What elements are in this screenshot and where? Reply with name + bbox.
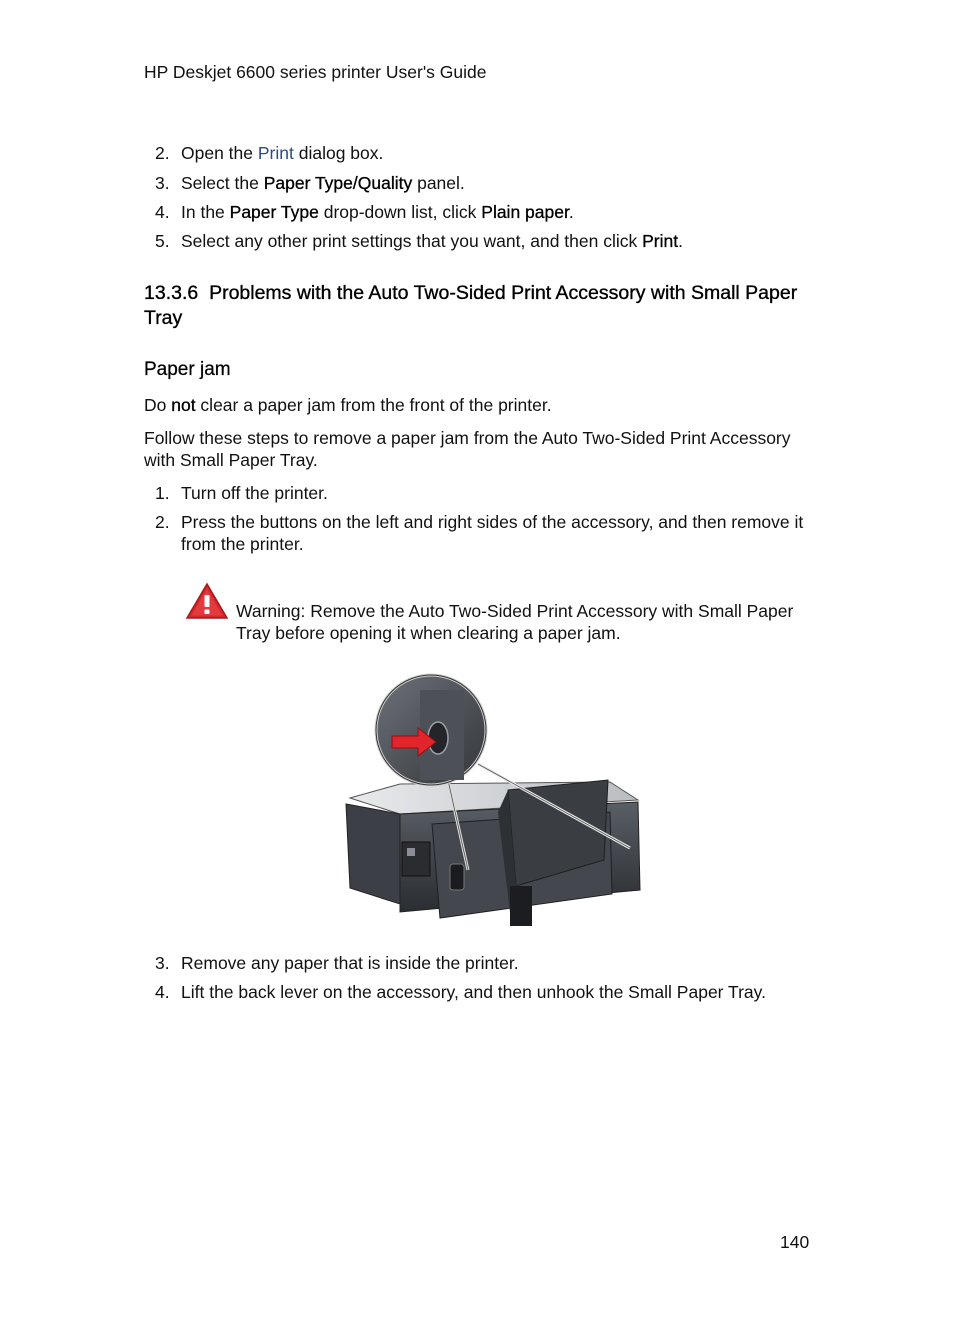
list-number: 4. bbox=[155, 202, 170, 222]
printer-illustration bbox=[340, 672, 645, 930]
bold-term: Paper Type/Quality bbox=[263, 173, 413, 193]
print-link[interactable]: Print bbox=[257, 143, 294, 163]
section-number: 13.3.6 bbox=[144, 282, 199, 304]
list-number: 2. bbox=[155, 512, 170, 532]
list-text: Remove any paper that is inside the printer. bbox=[181, 953, 519, 973]
list-number: 5. bbox=[155, 231, 170, 251]
list-number: 1. bbox=[155, 483, 170, 503]
bold-term: Plain paper bbox=[481, 202, 569, 222]
list-text: Select the bbox=[181, 173, 264, 193]
para-text: clear a paper jam from the front of the printer. bbox=[195, 395, 552, 415]
warning-triangle-icon bbox=[185, 582, 229, 620]
warning-text: Warning: Remove the Auto Two-Sided Print Accessory with Small Paper Tray before opening it when clearing a paper jam. bbox=[236, 601, 794, 643]
list-number: 2. bbox=[155, 143, 170, 163]
page-number: 140 bbox=[780, 1232, 810, 1252]
list-text: In the bbox=[181, 202, 230, 222]
list-text: Turn off the printer. bbox=[181, 483, 328, 503]
paragraph: Follow these steps to remove a paper jam from the Auto Two-Sided Print Accessory with Small Paper Tray. bbox=[144, 428, 791, 470]
list-text: panel. bbox=[412, 173, 465, 193]
bold-term: not bbox=[171, 395, 196, 415]
page-header: HP Deskjet 6600 series printer User's Guide bbox=[144, 62, 487, 82]
list-number: 4. bbox=[155, 982, 170, 1002]
list-text: Select any other print settings that you want, and then click bbox=[181, 231, 643, 251]
list-number: 3. bbox=[155, 173, 170, 193]
list-number: 3. bbox=[155, 953, 170, 973]
paragraph bbox=[144, 394, 814, 416]
list-text: Lift the back lever on the accessory, and then unhook the Small Paper Tray. bbox=[181, 982, 766, 1002]
list-text: . bbox=[568, 202, 574, 222]
list-text: dialog box. bbox=[293, 143, 384, 163]
list-text: drop-down list, click bbox=[318, 202, 482, 222]
list-text: . bbox=[678, 231, 683, 251]
list-text: Open the bbox=[181, 143, 258, 163]
para-text: Do bbox=[144, 395, 172, 415]
bold-term: Paper Type bbox=[229, 202, 319, 222]
list-text: Press the buttons on the left and right sides of the accessory, and then remove it from the printer. bbox=[181, 512, 804, 554]
bold-term: Print bbox=[642, 231, 679, 251]
section-heading bbox=[144, 281, 804, 331]
section-title: Problems with the Auto Two-Sided Print Accessory with Small Paper Tray bbox=[144, 282, 798, 329]
subsection-heading: Paper jam bbox=[144, 359, 231, 380]
